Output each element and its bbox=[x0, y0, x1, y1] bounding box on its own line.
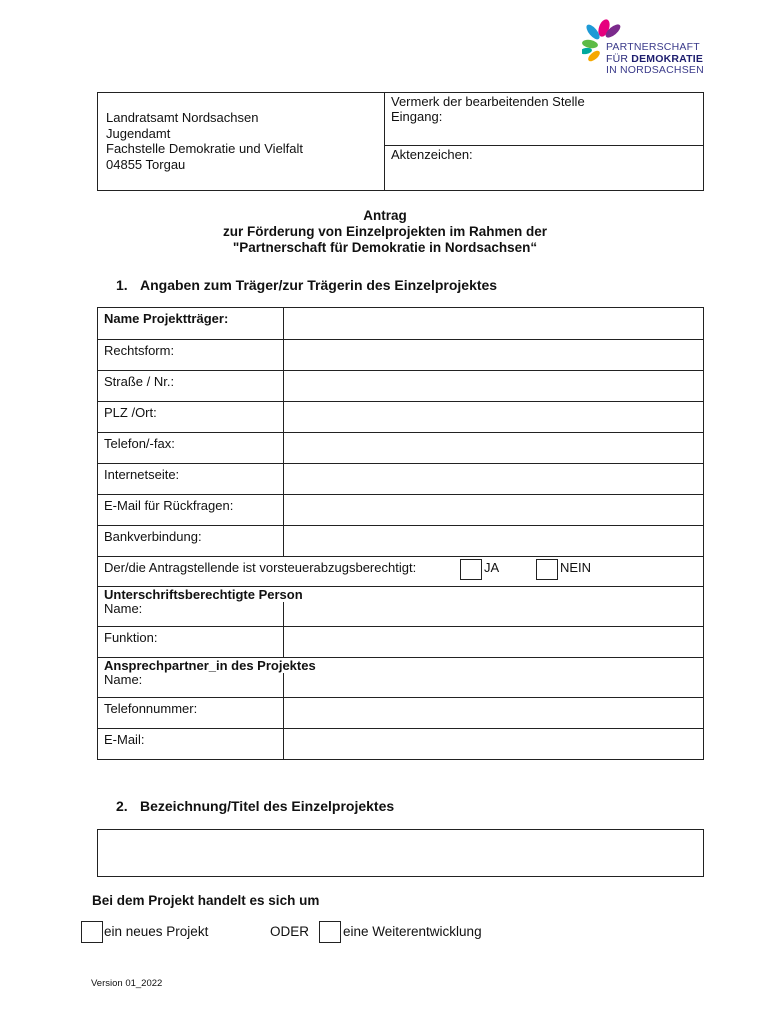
email-rueck-label: E-Mail für Rückfragen: bbox=[104, 498, 234, 513]
section-2-heading bbox=[116, 798, 394, 814]
title-line-1: Antrag bbox=[363, 208, 407, 223]
table-row[interactable] bbox=[98, 494, 703, 525]
project-type-question: Bei dem Projekt handelt es sich um bbox=[92, 893, 320, 908]
office-note bbox=[391, 94, 585, 124]
logo-line-3: IN NORDSACHSEN bbox=[606, 64, 704, 76]
rechtsform-label: Rechtsform: bbox=[104, 343, 175, 358]
table-row bbox=[98, 308, 703, 339]
table-row[interactable] bbox=[98, 370, 703, 401]
header-divider-vertical bbox=[384, 93, 385, 190]
funktion-label: Funktion: bbox=[104, 630, 158, 645]
table-row[interactable] bbox=[98, 525, 703, 556]
or-label: ODER bbox=[270, 924, 310, 939]
logo-line-2-prefix: FÜR bbox=[606, 52, 632, 65]
unterschrift-heading: Unterschriftsberechtigte Person bbox=[104, 587, 303, 602]
logo-petal bbox=[582, 39, 599, 50]
new-project-label: ein neues Projekt bbox=[104, 924, 209, 939]
logo-line-2-bold: DEMOKRATIE bbox=[631, 52, 704, 65]
further-development-checkbox[interactable] bbox=[319, 921, 341, 943]
unterschrift-heading-row bbox=[98, 586, 703, 602]
telefon-label: Telefon/-fax: bbox=[104, 436, 175, 451]
nein-checkbox[interactable] bbox=[536, 559, 558, 580]
ja-label: JA bbox=[484, 560, 500, 575]
eingang-label[interactable]: Eingang: bbox=[391, 109, 443, 124]
ansprech-heading: Ansprechpartner_in des Projektes bbox=[104, 658, 316, 673]
name-traeger-label: Name Projektträger: bbox=[104, 311, 229, 326]
logo-petal bbox=[582, 47, 592, 55]
title-line-3: "Partnerschaft für Demokratie in Nordsachsen“ bbox=[232, 240, 538, 255]
ansprech-name-label: Name: bbox=[104, 672, 143, 687]
table-row[interactable] bbox=[98, 626, 703, 657]
aktenzeichen-label[interactable]: Aktenzeichen: bbox=[391, 147, 473, 162]
section-2-title: Bezeichnung/Titel des Einzelprojektes bbox=[140, 798, 395, 814]
bank-label: Bankverbindung: bbox=[104, 529, 202, 544]
plz-label: PLZ /Ort: bbox=[104, 405, 157, 420]
table-row[interactable] bbox=[98, 463, 703, 494]
address-line-2: Jugendamt bbox=[106, 125, 171, 141]
strasse-label: Straße / Nr.: bbox=[104, 374, 175, 389]
table-row[interactable] bbox=[98, 432, 703, 463]
telefonnummer-label: Telefonnummer: bbox=[104, 701, 198, 716]
ja-checkbox[interactable] bbox=[460, 559, 482, 580]
section-1-heading bbox=[116, 277, 497, 293]
email-label: E-Mail: bbox=[104, 732, 145, 747]
logo bbox=[582, 18, 712, 80]
logo-line-1: PARTNERSCHAFT bbox=[606, 41, 700, 53]
applicant-table bbox=[97, 307, 704, 760]
header-box bbox=[97, 92, 704, 191]
table-row-vorsteuer bbox=[98, 556, 703, 586]
section-1-title: Angaben zum Träger/zur Trägerin des Einzelprojektes bbox=[140, 277, 498, 293]
table-row[interactable] bbox=[98, 339, 703, 370]
table-row[interactable] bbox=[98, 728, 703, 759]
ansprech-heading-row bbox=[98, 657, 703, 673]
address-line-4: 04855 Torgau bbox=[106, 156, 186, 172]
version-label: Version 01_2022 bbox=[91, 978, 163, 989]
title-line-2: zur Förderung von Einzelprojekten im Rahmen der bbox=[222, 224, 548, 239]
vermerk-label: Vermerk der bearbeitenden Stelle bbox=[391, 94, 585, 109]
unterschrift-name-label: Name: bbox=[104, 601, 143, 616]
address-line-3: Fachstelle Demokratie und Vielfalt bbox=[106, 141, 304, 156]
new-project-checkbox[interactable] bbox=[81, 921, 103, 943]
recipient-address bbox=[106, 110, 303, 172]
internet-label: Internetseite: bbox=[104, 467, 180, 482]
nein-label: NEIN bbox=[560, 560, 592, 575]
table-row[interactable] bbox=[98, 673, 703, 697]
project-title-field[interactable] bbox=[97, 829, 704, 877]
further-development-label: eine Weiterentwicklung bbox=[343, 924, 482, 939]
logo-text bbox=[606, 42, 704, 77]
table-row[interactable] bbox=[98, 401, 703, 432]
table-row[interactable] bbox=[98, 602, 703, 626]
section-2-number: 2. bbox=[116, 798, 128, 814]
section-1-number: 1. bbox=[116, 277, 128, 293]
address-line-1: Landratsamt Nordsachsen bbox=[106, 110, 259, 125]
header-divider-horizontal bbox=[384, 145, 704, 146]
table-row[interactable] bbox=[98, 697, 703, 728]
vorsteuer-label: Der/die Antragstellende ist vorsteuerabzugsberechtigt: bbox=[104, 560, 417, 575]
document-title bbox=[0, 208, 770, 256]
